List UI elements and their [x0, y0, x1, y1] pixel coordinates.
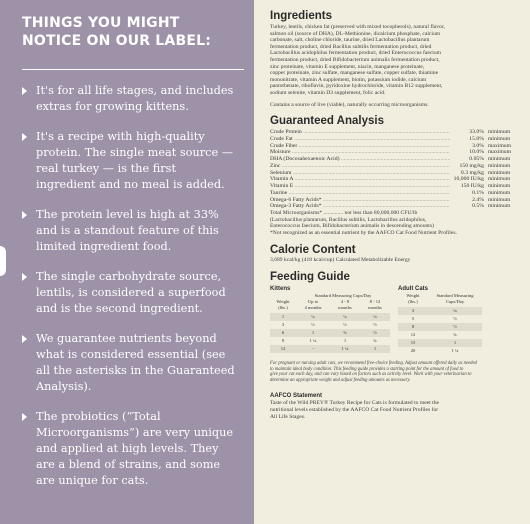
highlight-protein-recipe [22, 129, 238, 193]
highlight-life-stages [22, 83, 238, 115]
table-cell: ¼ [428, 307, 482, 315]
nutrient-qualifier: minimum [488, 183, 511, 190]
micro-line: *Not recognized as an essential nutrient by the AAFCO Cat Food Nutrient Profiles. [270, 229, 457, 236]
nutrient-value: 10,000 IU/kg [453, 176, 484, 183]
nutrient-name: Selenium ..... [270, 170, 450, 177]
table-cell: 20 [410, 348, 416, 354]
analysis-row [270, 183, 524, 190]
nutrient-qualifier: minimum [488, 169, 511, 176]
analysis-row [270, 163, 524, 170]
table-cell: ½ [428, 323, 482, 331]
nutrient-value: 0.3 mg/kg [460, 169, 484, 176]
kittens-table [270, 293, 390, 353]
nutrient-value: 3.0% [472, 142, 484, 149]
nutrient-value: 0.1% [472, 189, 484, 196]
table-row [398, 339, 482, 347]
bullet-line: limited ingredient food. [36, 240, 172, 253]
ingredients-line: Lactobacillus acidophilus fermentation product, dried Enterococcus faecium [270, 50, 442, 57]
nutrient-name: Crude Protein ..... [270, 129, 450, 136]
table-cell: ¾ [373, 338, 377, 344]
analysis-row [270, 136, 524, 143]
nutrient-value: 0.5% [472, 203, 484, 210]
analysis-row [270, 129, 524, 136]
micro-line: Total Microorganisms* .............. not less than 80,000,000 CFU/lb [270, 210, 418, 217]
side-tab-marker [0, 246, 6, 276]
table-cell: 1 [360, 345, 390, 353]
bullet-line: Analysis). [36, 380, 92, 393]
table-cell: ½ [311, 322, 315, 328]
kittens-cups-header: Standard Measuring Cups/Day [314, 293, 372, 299]
aafco-statement-title: AAFCO Statement [270, 393, 323, 400]
micro-line: Enterococcus faecium, Bifidobacterium animalis in descending amounts) [270, 223, 434, 230]
table-cell: 15 [398, 339, 428, 347]
nutrient-qualifier: minimum [488, 162, 511, 169]
nutrient-qualifier: minimum [488, 203, 511, 210]
ingredients-line: sodium selenite, vitamin D3 supplement, folic acid. [270, 89, 386, 96]
analysis-row [270, 176, 524, 183]
bullet-triangle-icon [22, 335, 27, 343]
bullet-line: real turkey — is the first [36, 162, 176, 175]
table-cell: 12 [410, 332, 416, 338]
feeding-guide-note [270, 361, 524, 383]
table-cell: 1 [296, 329, 330, 337]
nutrient-qualifier: minimum [488, 129, 511, 136]
bullet-line: are a blend of strains, and some [36, 458, 221, 471]
table-cell: ¼ [360, 313, 390, 321]
bullet-triangle-icon [22, 273, 27, 281]
nutrient-name: Crude Fiber ..... [270, 143, 450, 150]
calorie-content-text: 3,689 kcal/kg (418 kcal/cup) Calculated Metabolizable Energy [270, 256, 411, 263]
nutrient-name: Crude Fat ..... [270, 136, 450, 143]
nutrient-name: Vitamin E ..... [270, 183, 450, 190]
bullet-line: protein. The single meat source — [36, 146, 234, 159]
analysis-row [270, 197, 524, 204]
bullet-line: and applied at high levels. They [36, 442, 219, 455]
ingredients-line: fermentation product, dried Bacillus subtilis fermentation product, dried [270, 43, 432, 50]
table-cell: 1 [343, 338, 347, 344]
nutrient-name: Omega-6 Fatty Acids* ..... [270, 197, 450, 204]
nutrient-value: 150 mg/kg [459, 162, 484, 169]
microorganism-statement [270, 210, 524, 236]
header-line: (lbs.) [408, 298, 418, 304]
nutrient-qualifier: maximum [488, 149, 512, 156]
analysis-row [270, 143, 524, 150]
table-cell: ¾ [453, 332, 457, 338]
analysis-row [270, 170, 524, 177]
highlights-list [22, 83, 238, 489]
ingredients-title: Ingredients [270, 10, 332, 22]
ingredients-text [270, 24, 524, 97]
nutrient-value: 10.0% [469, 149, 484, 156]
table-cell: 1 ¼ [451, 348, 459, 354]
adult-cats-table [398, 293, 482, 355]
table-cell: ¼ [296, 313, 330, 321]
nutrient-name: DHA (Docosahexaenoic Acid) ..... [270, 156, 450, 163]
highlights-heading [22, 14, 238, 50]
header-line: 4 - 8 [340, 299, 350, 305]
nutrient-name: Omega-3 Fatty Acids* ..... [270, 203, 450, 210]
kittens-title: Kittens [270, 286, 291, 293]
nutrient-name: Zinc ..... [270, 163, 450, 170]
table-cell: 1 ¼ [330, 345, 360, 353]
header-line: months [338, 304, 352, 310]
nutrient-value: 15.0% [469, 135, 484, 142]
heading-divider [22, 69, 244, 70]
header-line: (lbs.) [278, 304, 288, 310]
age-header [360, 299, 390, 313]
table-cell: 6 [270, 329, 296, 337]
table-cell: ¾ [330, 329, 360, 337]
table-cell: ½ [373, 322, 377, 328]
bullet-triangle-icon [22, 413, 27, 421]
analysis-row [270, 190, 524, 197]
nutrient-name: Moisture ..... [270, 149, 450, 156]
feeding-guide-tables [270, 286, 524, 355]
table-cell: ¼ [330, 313, 360, 321]
nutrient-qualifier: minimum [488, 135, 511, 142]
analysis-row [270, 156, 524, 163]
highlight-carbohydrate [22, 269, 238, 317]
nutrient-value: 2.4% [472, 196, 484, 203]
bullet-line: are unique for cats. [36, 474, 149, 487]
weight-header [398, 293, 428, 307]
bullet-line: what is considered essential (see [36, 348, 226, 361]
ingredients-line: carbonate, salt, choline chloride, taurine, dried Lactobacillus plantarum [270, 37, 430, 44]
cups-header [428, 293, 482, 307]
kittens-header-row [270, 299, 390, 313]
heading-line: THINGS YOU MIGHT [22, 15, 180, 31]
table-cell: 9 [281, 338, 285, 344]
bullet-triangle-icon [22, 133, 27, 141]
nutrient-value: 0.05% [469, 156, 484, 163]
bullet-line: and is a standout feature of this [36, 224, 219, 237]
ingredients-line: copper proteinate, zinc sulfate, manganese sulfate, copper sulfate, thiamine [270, 70, 439, 77]
nutrient-qualifier: minimum [488, 176, 511, 183]
bullet-triangle-icon [22, 211, 27, 219]
nutrient-value: 150 IU/kg [460, 183, 484, 190]
aafco-line: All Life Stages. [270, 413, 306, 420]
bullet-line: extras for growing kittens. [36, 100, 189, 113]
table-row [398, 315, 482, 323]
header-line: Weight [276, 299, 290, 305]
nutrient-qualifier: maximum [488, 142, 512, 149]
nutrient-name: Taurine ..... [270, 190, 450, 197]
table-cell: 1 [270, 313, 296, 321]
bullet-line: and is the second ingredient. [36, 302, 203, 315]
adult-cats-feeding-table [398, 286, 482, 355]
microorganism-source-note: Contains a source of live (viable), naturally occurring microorganisms. [270, 101, 429, 108]
note-line: to maintain ideal body condition. This feeding guide provides a starting point for the amount of food to [270, 366, 464, 372]
table-row [398, 331, 482, 339]
highlight-probiotics [22, 409, 238, 489]
bullet-line: The protein level is high at 33% [36, 208, 219, 221]
table-cell: 5 [411, 316, 415, 322]
table-cell: 1 ¼ [309, 338, 317, 344]
bullet-line: lentils, is considered a superfood [36, 286, 226, 299]
aafco-statement-text [270, 400, 524, 420]
table-cell: 8 [398, 323, 428, 331]
highlight-guaranteed-nutrients [22, 331, 238, 395]
bullet-line: Microorganisms”) are very unique [36, 426, 234, 439]
aafco-line: Taste of the Wild PREY® Turkey Recipe for Cats is formulated to meet the [270, 400, 439, 407]
table-row [398, 347, 482, 355]
ingredients-line: pantothenate, riboflavin, pyridoxine hydrochloride, vitamin B12 supplement, [270, 83, 443, 90]
bullet-line: We guarantee nutrients beyond [36, 332, 217, 345]
nutrient-qualifier: minimum [488, 156, 511, 163]
bullet-line: all the asterisks in the Guaranteed [36, 364, 235, 377]
table-row [270, 329, 390, 337]
calorie-content-title: Calorie Content [270, 243, 356, 256]
nutrient-qualifier: minimum [488, 189, 511, 196]
header-line: months [368, 304, 382, 310]
nutrient-value: 33.0% [469, 129, 484, 136]
bullet-line: The single carbohydrate source, [36, 270, 222, 283]
note-line: determine an appropriate weight and adjust feeding amounts as necessary. [270, 377, 411, 383]
guaranteed-analysis-table [270, 129, 524, 210]
table-cell: 3 [398, 307, 428, 315]
ingredients-line: mononitrate, vitamin A supplement, biotin, potassium iodide, calcium [270, 76, 427, 83]
product-label [254, 0, 530, 524]
header-line: 8 - 12 [369, 299, 381, 305]
age-header [330, 299, 360, 313]
weight-header [270, 299, 296, 313]
table-row [270, 313, 390, 321]
table-cell: ½ [453, 316, 457, 322]
table-cell: 1 [428, 339, 482, 347]
table-cell: 3 [281, 322, 285, 328]
ingredients-line: Turkey, lentils, chicken fat (preserved with mixed tocopherols), natural flavor, [270, 24, 445, 30]
header-line: Up to [307, 299, 319, 305]
note-line: For pregnant or nursing adult cats, we recommend free-choice feeding. Adjust amount offered daily as needed [270, 361, 477, 367]
nutrient-name: Vitamin A ..... [270, 176, 450, 183]
bullet-line: ingredient and no meal is added. [36, 178, 225, 191]
heading-line: NOTICE ON OUR LABEL: [22, 33, 212, 49]
age-header [296, 299, 330, 313]
guaranteed-analysis-title: Guaranteed Analysis [270, 115, 384, 128]
header-line: Standard Measuring [436, 293, 474, 299]
table-row [270, 321, 390, 329]
bullet-line: The probiotics (“Total [36, 410, 161, 423]
table-row [398, 323, 482, 331]
header-line: Cups/Day [445, 298, 465, 304]
kittens-feeding-table [270, 286, 390, 355]
bullet-line: It's for all life stages, and includes [36, 84, 234, 97]
analysis-row [270, 149, 524, 156]
ingredients-line: salmon oil (source of DHA), DL-Methionine, dicalcium phosphate, calcium [270, 30, 441, 37]
table-cell: ½ [343, 322, 347, 328]
aafco-line: nutritional levels established by the AAFCO Cat Food Nutrient Profiles for [270, 407, 439, 414]
note-line: give your cat each day, and can vary based on factors such as activity level. Work with your veterinarian to [270, 372, 472, 378]
table-row [270, 345, 390, 353]
ingredients-line: zinc proteinate, vitamin E supplement, niacin, manganese proteinate, [270, 63, 425, 70]
table-row [398, 307, 482, 315]
label-highlights-panel [0, 0, 254, 524]
bullet-line: It's a recipe with high-quality [36, 130, 205, 143]
adults-header-row [398, 293, 482, 307]
header-line: 4 months [304, 304, 322, 310]
table-cell: - [296, 345, 330, 353]
analysis-row [270, 203, 524, 210]
adult-cats-title: Adult Cats [398, 286, 428, 293]
table-row [270, 337, 390, 345]
bullet-triangle-icon [22, 87, 27, 95]
nutrient-qualifier: minimum [488, 196, 511, 203]
ingredients-line: fermentation product, dried Bifidobacterium animalis fermentation product, [270, 56, 440, 63]
micro-line: (Lactobacillus plantarum, Bacillus subtilis, Lactobacillus acidophilus, [270, 216, 427, 223]
highlight-protein-level [22, 207, 238, 255]
feeding-guide-title: Feeding Guide [270, 271, 350, 284]
header-line: Weight [406, 293, 420, 299]
table-cell: 12 [270, 345, 296, 353]
table-cell: ½ [360, 329, 390, 337]
